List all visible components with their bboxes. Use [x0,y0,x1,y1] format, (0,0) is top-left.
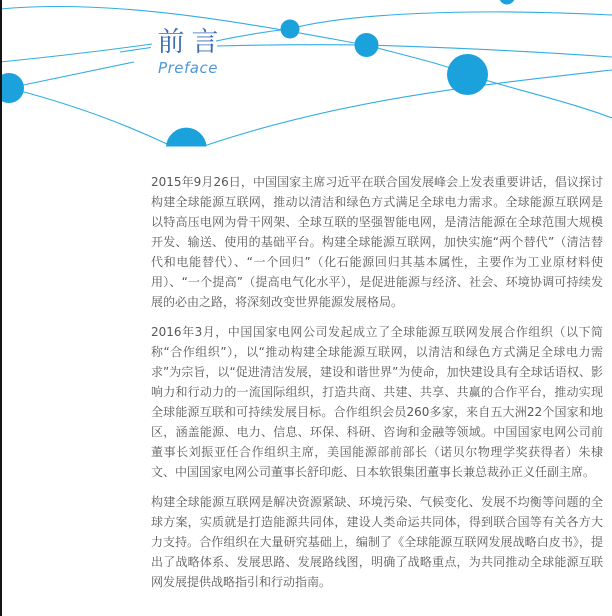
network-node [447,54,488,95]
preface-paragraph-3: 构建全球能源互联网是解决资源紧缺、环境污染、气候变化、发展不均衡等问题的全球方案，实质就是打造能源共同体，建设人类命运共同体，得到联合国等有关各方大力支持。合作组织在大量研究基础上，编制了《全球能源互联网发展战略白皮书》，提出了战略体系、发展思路、发展路线图，明确了战略重点，为共同推动全球能源互联网发展提供战略指引和行动指南。 [151,495,603,589]
section-title-cn: 前言 [157,27,226,58]
network-graphic [0,0,612,178]
network-node [0,73,24,103]
network-node [499,0,515,5]
network-node-semicircle [166,128,207,147]
network-node [281,20,300,39]
network-node [355,33,379,57]
section-title-en: Preface [158,58,218,77]
section-title-block [136,28,240,76]
header-decoration [0,0,612,178]
preface-paragraph-2: 2016年3月，中国国家电网公司发起成立了全球能源互联网发展合作组织（以下简称“合作组织”），以“推动构建全球能源互联网，以清洁和绿色方式满足全球电力需求”为宗旨，以“促进清洁发展，建设和谐世界”为使命，加快建设具有全球话语权、影响力和行动力的一流国际组织，打造共商、共建、共享、共赢的合作平台，推动实现全球能源互联和可持续发展目标。合作组织会员260多家，来自五大洲22个国家和地区，涵盖能源、电力、信息、环保、科研、咨询和金融等领域。中国国家电网公司前董事长刘振亚任合作组织主席，美国能源部前部长（诺贝尔物理学奖获得者）朱棣文、中国国家电网公司董事长舒印彪、日本软银集团董事长兼总裁孙正义任副主席。 [151,325,603,479]
network-lines [0,6,612,146]
preface-content [151,172,603,602]
page-left-border [0,0,2,616]
preface-paragraph-1: 2015年9月26日，中国国家主席习近平在联合国发展峰会上发表重要讲话，倡议探讨构建全球能源互联网，推动以清洁和绿色方式满足全球电力需求。全球能源互联网是以特高压电网为骨干网架、全球互联的坚强智能电网，是清洁能源在全球范围大规模开发、输送、使用的基础平台。构建全球能源互联网，加快实施“两个替代”（清洁替代和电能替代）、“一个回归”（化石能源回归其基本属性，主要作为工业原材料使用）、“一个提高”（提高电气化水平），是促进能源与经济、社会、环境协调可持续发展的必由之路，将深刻改变世界能源发展格局。 [151,175,603,309]
